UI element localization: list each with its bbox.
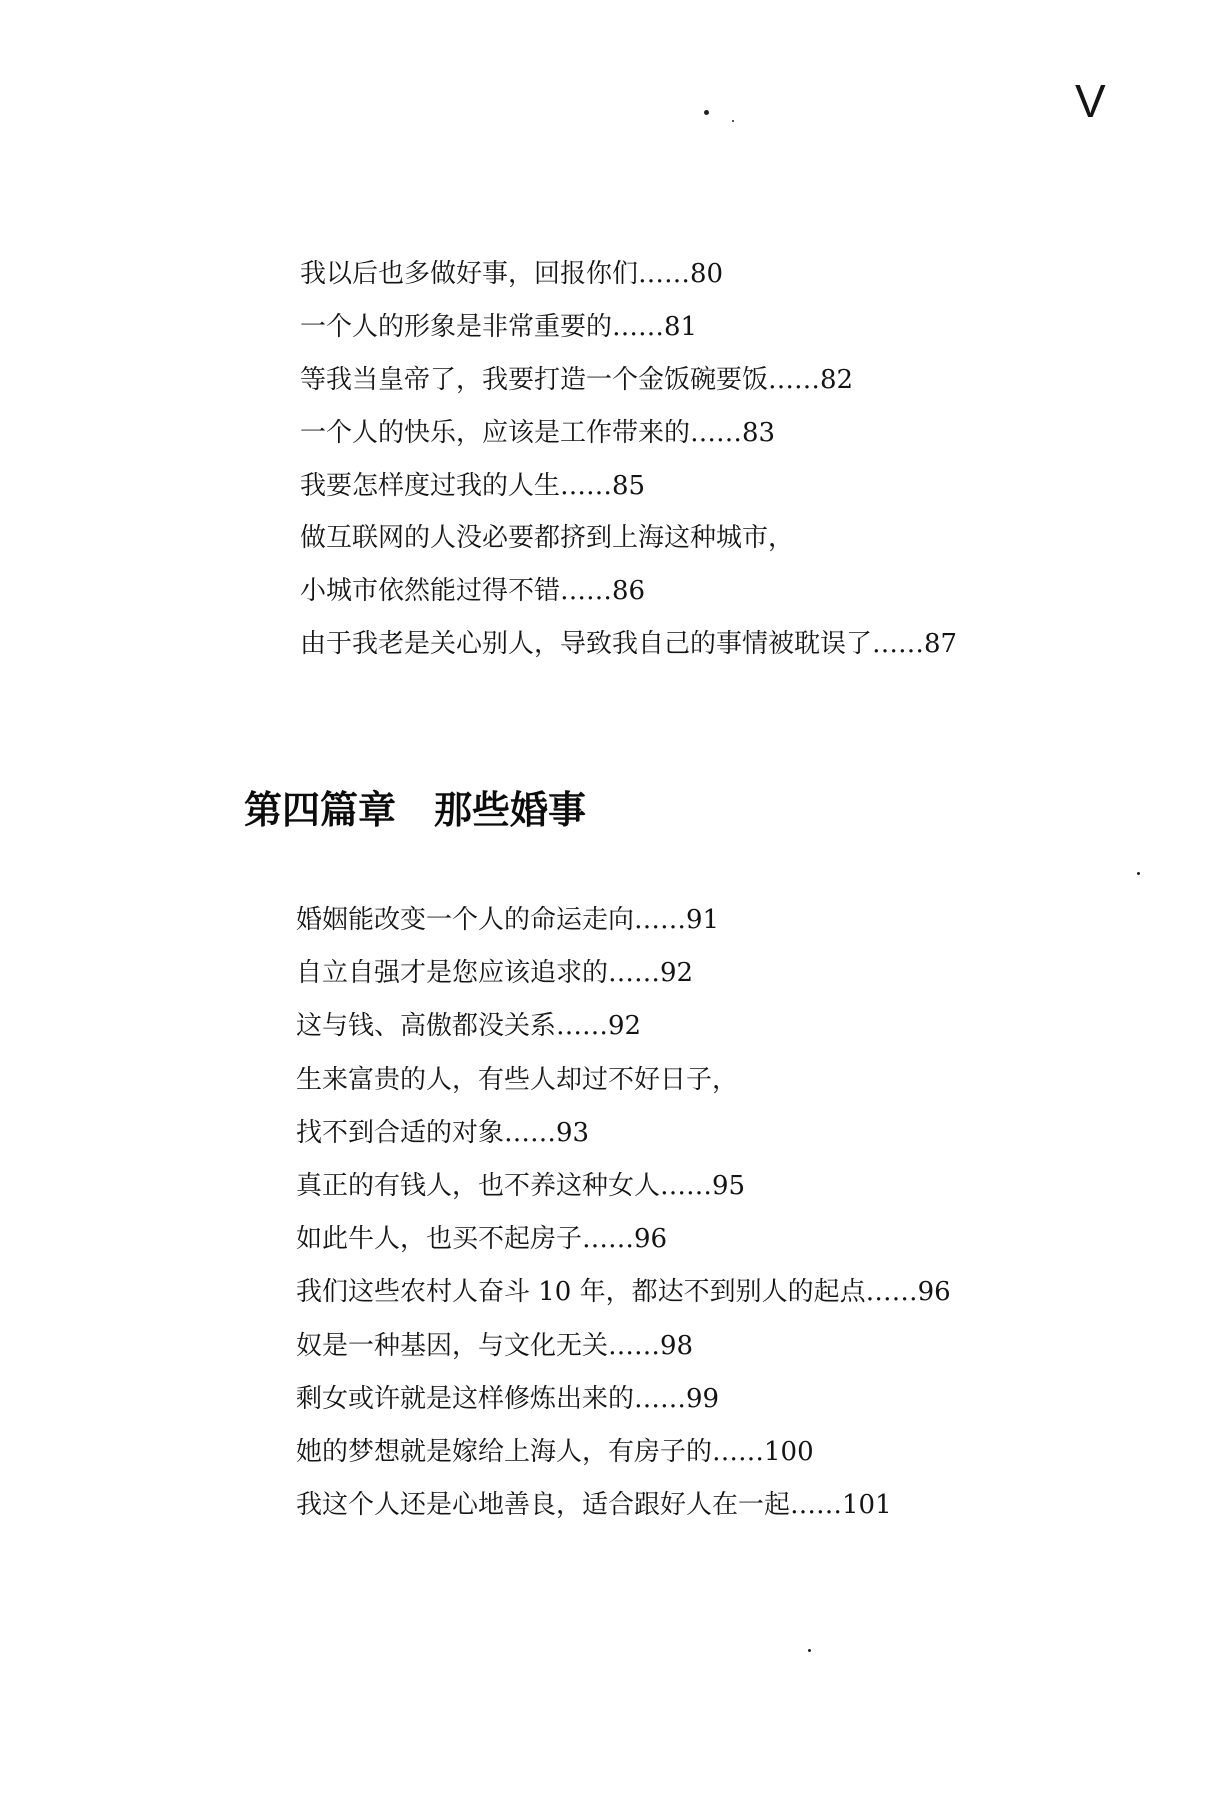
scan-speck xyxy=(808,1649,811,1652)
toc-entry[interactable]: 生来富贵的人，有些人却过不好日子， xyxy=(296,1064,739,1095)
toc-entry[interactable]: 我要怎样度过我的人生……85 xyxy=(300,470,646,501)
toc-entry[interactable]: 等我当皇帝了，我要打造一个金饭碗要饭……82 xyxy=(300,364,854,395)
toc-entry[interactable]: 剩女或许就是这样修炼出来的……99 xyxy=(296,1383,720,1414)
toc-entry[interactable]: 婚姻能改变一个人的命运走向……91 xyxy=(296,905,720,935)
scan-speck xyxy=(704,110,709,115)
toc-entry[interactable]: 奴是一种基因，与文化无关……98 xyxy=(296,1330,694,1361)
toc-entry[interactable]: 一个人的形象是非常重要的……81 xyxy=(300,311,698,342)
toc-entry[interactable]: 一个人的快乐，应该是工作带来的……83 xyxy=(300,417,776,448)
page-number: V xyxy=(1075,75,1106,127)
toc-entry[interactable]: 真正的有钱人，也不养这种女人……95 xyxy=(296,1170,746,1201)
toc-entry[interactable]: 她的梦想就是嫁给上海人，有房子的……100 xyxy=(296,1436,814,1467)
toc-entry[interactable]: 由于我老是关心别人，导致我自己的事情被耽误了……87 xyxy=(300,629,958,660)
toc-entry[interactable]: 我以后也多做好事，回报你们……80 xyxy=(300,259,724,289)
toc-entry[interactable]: 自立自强才是您应该追求的……92 xyxy=(296,958,694,989)
toc-entry[interactable]: 小城市依然能过得不错……86 xyxy=(300,576,646,607)
toc-entry[interactable]: 做互联网的人没必要都挤到上海这种城市， xyxy=(300,523,795,554)
scan-speck xyxy=(732,120,734,122)
toc-section-a xyxy=(300,261,957,684)
toc-entry[interactable]: 这与钱、高傲都没关系……92 xyxy=(296,1011,642,1042)
toc-entry[interactable]: 如此牛人，也买不起房子……96 xyxy=(296,1224,668,1255)
toc-entry[interactable]: 找不到合适的对象……93 xyxy=(296,1117,590,1148)
toc-entry[interactable]: 我们这些农村人奋斗 10 年，都达不到别人的起点……96 xyxy=(296,1277,951,1308)
toc-entry[interactable]: 我这个人还是心地善良，适合跟好人在一起……101 xyxy=(296,1490,892,1521)
toc-chapter-4 xyxy=(296,907,951,1545)
chapter-title: 第四篇章 那些婚事 xyxy=(244,787,587,832)
scan-speck xyxy=(1137,872,1140,875)
